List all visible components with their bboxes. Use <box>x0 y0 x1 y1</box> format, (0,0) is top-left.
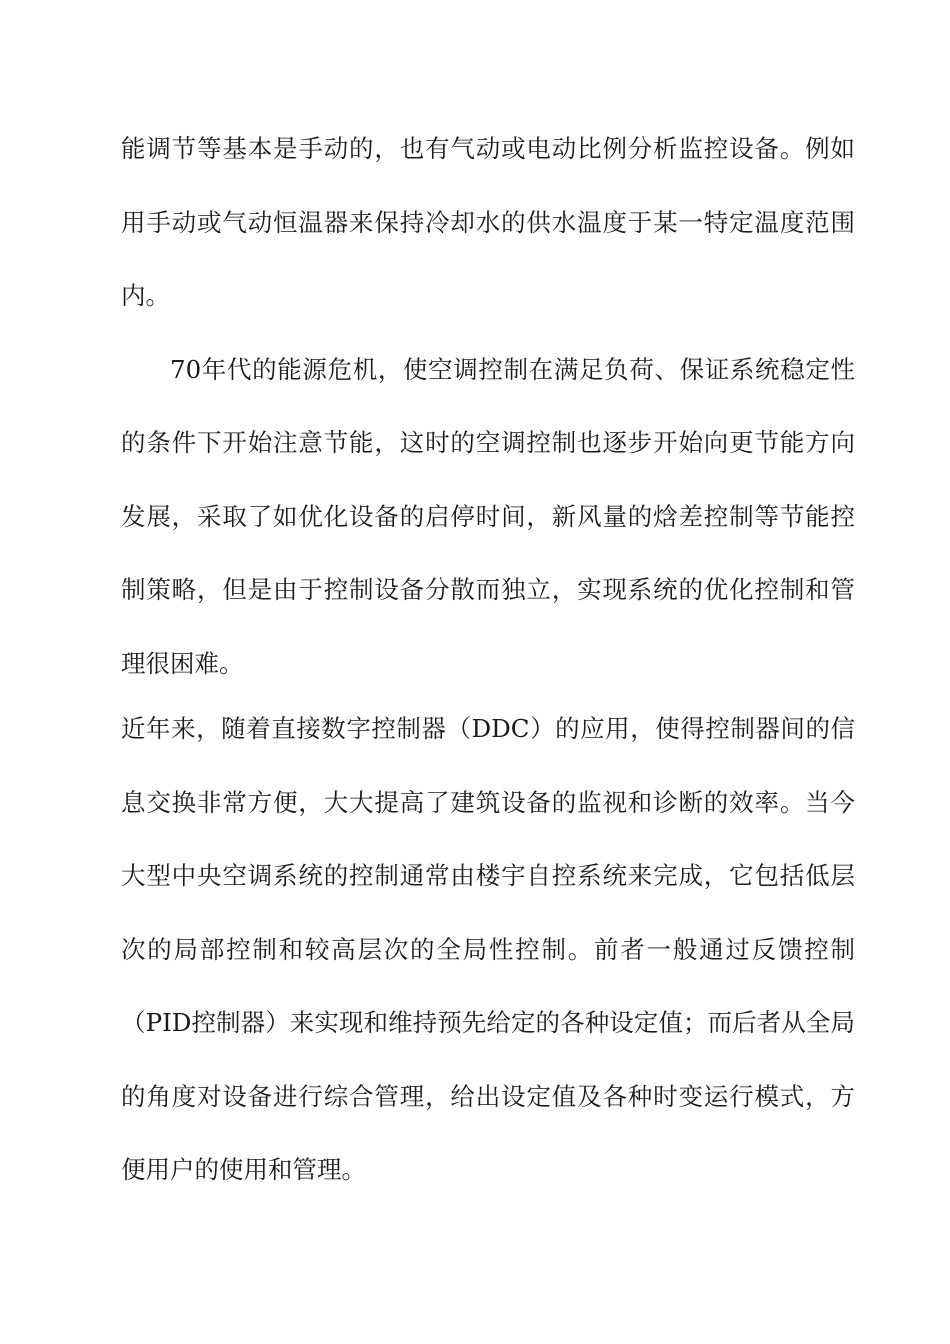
paragraph-ddc: 近年来，随着直接数字控制器（DDC）的应用，使得控制器间的信息交换非常方便，大大提高了建筑设备的监视和诊断的效率。当今大型中央空调系统的控制通常由楼宇自控系统来完成，它包括低层次的局部控制和较高层次的全局性控制。前者一般通过反馈控制（PID控制器）来实现和维持预先给定的各种设定值；而后者从全局的角度对设备进行综合管理，给出设定值及各种时变运行模式，方便用户的使用和管理。 <box>121 714 855 1184</box>
paragraph-continuation: 能调节等基本是手动的，也有气动或电动比例分析监控设备。例如用手动或气动恒温器来保持冷却水的供水温度于某一特定温度范围内。 <box>121 134 855 310</box>
paragraph-energy-crisis: 70年代的能源危机，使空调控制在满足负荷、保证系统稳定性的条件下开始注意节能，这时的空调控制也逐步开始向更节能方向发展，采取了如优化设备的启停时间，新风量的焓差控制等节能控制策略，但是由于控制设备分散而独立，实现系统的优化控制和管理很困难。 <box>121 354 855 678</box>
body-text <box>121 112 855 1207</box>
